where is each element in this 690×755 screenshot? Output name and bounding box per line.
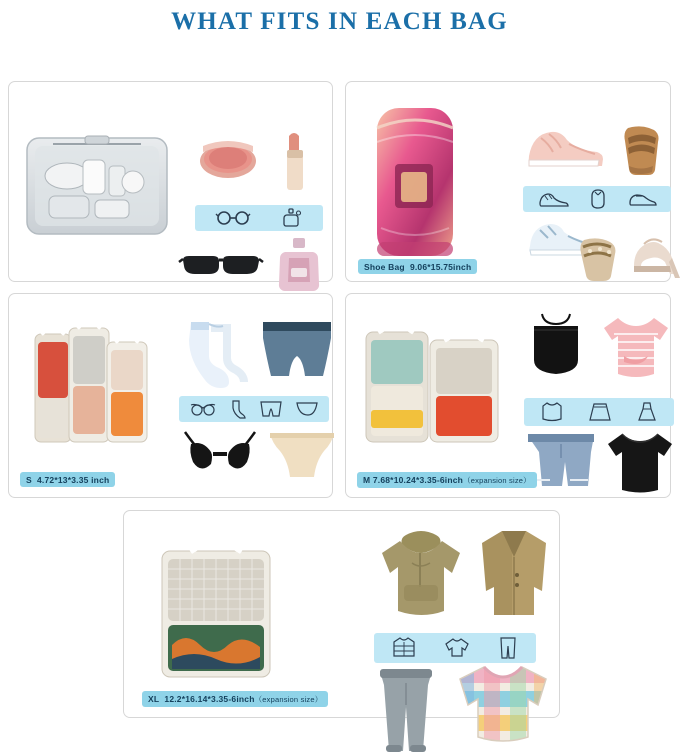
product-pink-striped-tee [600,312,672,380]
medium-cubes-photo [360,310,506,462]
product-flat-sandal [568,234,632,282]
boxer-icon [260,401,282,417]
product-black-crop-top [524,312,588,378]
sweater-icon [444,638,470,658]
icon-strip-medium [524,398,674,426]
label-xl: XL 12.2*16.14*3.35-6inch（expansion size） [142,691,328,707]
perfume-bottle-icon [284,208,302,228]
briefs-icon [296,402,318,416]
product-nude-briefs [267,430,337,480]
panel-small-cubes[interactable] [8,293,333,498]
bra-icon [190,402,216,416]
xl-cube-photo [154,527,278,689]
label-small: S 4.72*13*3.35 inch [20,472,115,487]
product-knit-sneaker [523,122,605,170]
icon-strip-cosmetic [195,205,323,231]
sneaker-icon [538,191,568,207]
flip-flop-icon [590,189,606,209]
loafer-icon [628,191,656,207]
puffer-jacket-icon [392,637,416,659]
skirt-icon [589,403,611,421]
label-medium: M 7.68*10.24*3.35-6inch（expansion size） [357,472,537,488]
tank-top-icon [541,402,563,422]
icon-strip-small [179,396,329,422]
dress-icon [637,402,657,422]
shoe-bag-photo [371,102,459,262]
panel-shoe-bag[interactable] [345,81,671,282]
product-sunglasses [179,250,263,284]
product-lipstick [277,130,311,192]
product-olive-hoodie [376,529,466,615]
product-grey-joggers [374,669,438,755]
label-shoe-bag: Shoe Bag 9.06*15.75inch [358,259,477,274]
product-slide-sandal [616,122,668,176]
product-khaki-blazer [476,527,552,619]
trousers-icon [498,637,518,659]
small-cubes-photo [27,308,155,463]
cosmetic-bag-photo [23,130,171,242]
product-black-bra [183,428,257,480]
product-perfume-bottle [275,238,323,294]
glasses-icon [216,210,250,226]
product-high-heel [628,222,690,284]
panel-cosmetic-bag[interactable] [8,81,333,282]
panel-xl-cube[interactable] [123,510,560,718]
product-boxer-briefs [259,322,335,378]
product-black-tee [604,430,676,494]
panel-medium-cubes[interactable] [345,293,671,498]
product-blush-compact [197,134,259,182]
product-socks [181,318,239,390]
product-plaid-sweater [454,661,552,747]
icon-strip-xl [374,633,536,663]
socks-icon [230,400,246,418]
page-title: WHAT FITS IN EACH BAG [171,8,508,35]
icon-strip-shoe [523,186,671,212]
